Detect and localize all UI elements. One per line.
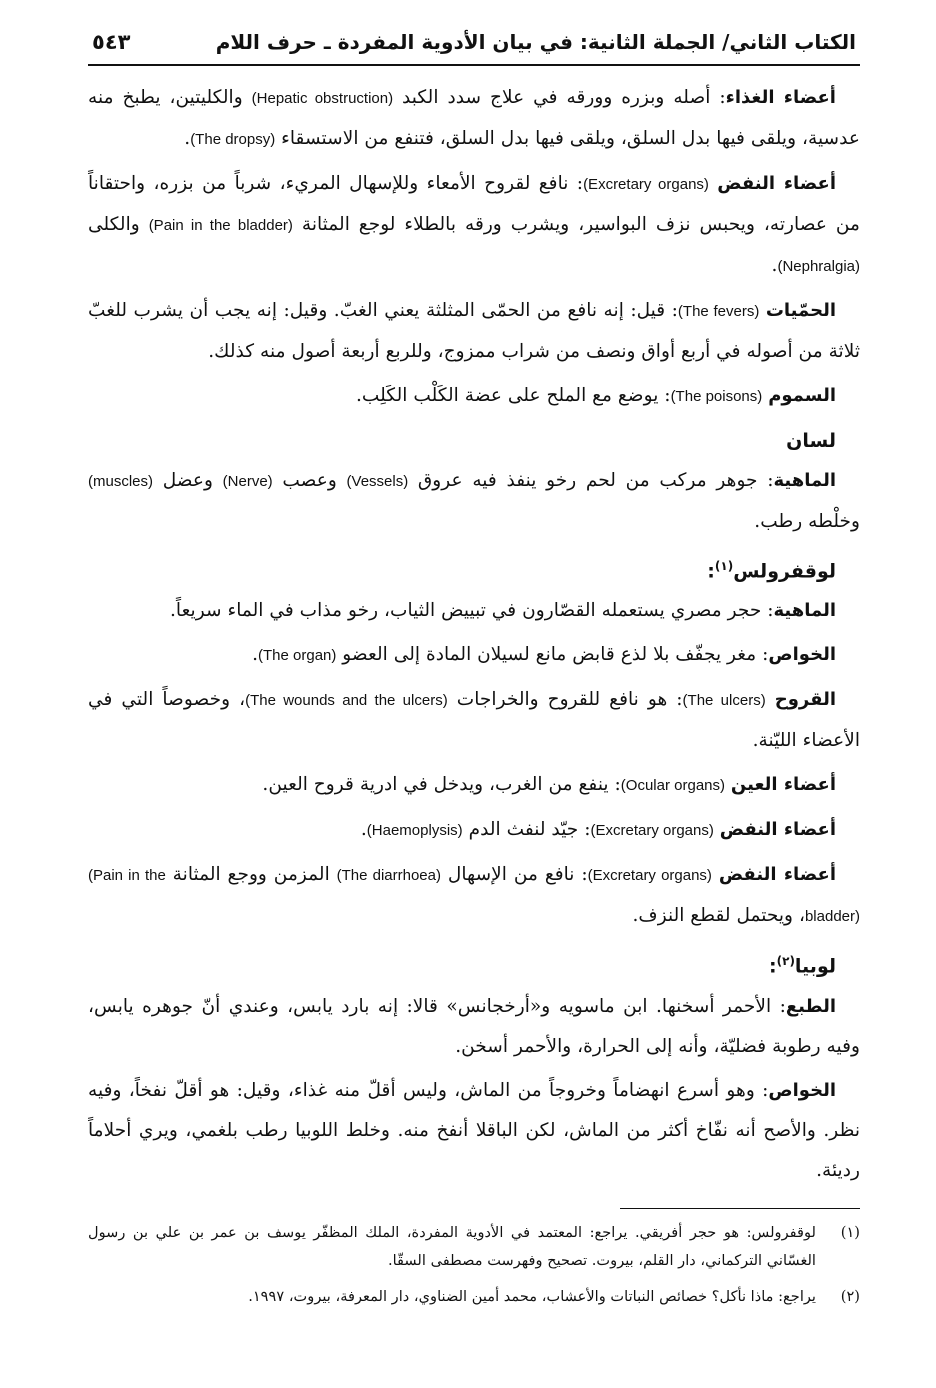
entry-label: أعضاء الغذاء — [725, 87, 836, 108]
english-term: (Hepatic obstruction) — [251, 90, 394, 107]
english-term: (Ocular organs) — [620, 777, 725, 795]
running-header — [88, 30, 860, 66]
entry-label: أعضاء النفض — [717, 173, 836, 194]
entry-label: الخواص — [768, 1079, 836, 1101]
entry-excretary-2: أعضاء النفض (Excretary organs): جيّد لنفث الدم (Haemoplysis). — [360, 819, 836, 841]
entry-label: السموم — [768, 385, 836, 406]
english-term: (Pain in the bladder) — [148, 217, 293, 234]
english-term: (Nephralgia) — [777, 258, 860, 275]
page-number: ٥٤٣ — [92, 30, 131, 54]
entry-excretary-3: أعضاء النفض (Excretary organs): نافع من الإسهال (The diarrhoea) المزمن ووجع المثانة (Pain in the bladder)، ويحتمل لقطع النزف. — [88, 864, 860, 927]
entry-label: القروح — [774, 689, 836, 711]
english-term: (muscles) — [88, 473, 154, 490]
english-term: (Pain in the bladder) — [88, 867, 860, 926]
entry-ocular: أعضاء العين (Ocular organs): ينفع من الغرب، ويدخل في ادرية قروح العين. — [262, 774, 836, 796]
english-term: (The dropsy) — [190, 131, 276, 148]
english-term: (The diarrhoea) — [336, 867, 441, 885]
entry-properties-stone: الخواص: مغر يجفّف بلا لذع قابض مانع لسيلان المادة إلى العضو (The organ). — [252, 644, 836, 666]
main-text — [88, 66, 860, 1191]
footnote-text: لوقفرولس: هو حجر أفريقي. يراجع: المعتمد في الأدوية المفردة، الملك المظفّر يوسف بن عمر بن علي بن رسول الغسّاني التركماني، دار القلم، بيروت. تصحيح وفهرست مصطفى السقّا. — [88, 1224, 816, 1269]
entry-fevers: الحمّيات (The fevers): قيل: إنه نافع من الحمّى المثلثة يعني الغبّ. وقيل: إنه يجب أن يشرب للغبّ ثلاثة من أصوله في أربع أواق ونصف من شراب ممزوج، وللربع أربعة أصول منه كذلك. — [88, 300, 860, 362]
footnote-ref: (١) — [714, 559, 734, 573]
english-term: (The fevers) — [677, 303, 760, 320]
english-term: (Haemoplysis) — [366, 822, 463, 840]
footnote-number: (٢) — [840, 1288, 860, 1305]
entry-temperament: الطبع: الأحمر أسخنها. ابن ماسويه و«أرخجانس» قالا: إنه بارد يابس، وعندي أنّ جوهره يابس، وفيه رطوبة فضليّة، وأنه إلى الحرارة، والأحمر أسخن. — [88, 995, 860, 1057]
entry-label: الحمّيات — [765, 300, 836, 321]
english-term: (The ulcers) — [682, 692, 766, 710]
english-term: (Excretary organs) — [587, 867, 712, 885]
entry-label: الماهية — [773, 470, 837, 491]
entry-label: أعضاء النفض — [719, 819, 836, 841]
entry-nature-stone: الماهية: حجر مصري يستعمله القصّارون في تبييض الثياب، رخو مذاب في الماء سريعاً. — [170, 600, 836, 622]
footnote-divider — [620, 1208, 860, 1209]
entry-nature-tongue: الماهية: جوهر مركب من لحم رخو ينفذ فيه عروق (Vessels) وعصب (Nerve) وعضل (muscles) وخلْطه رطب. — [88, 470, 860, 532]
entry-excretary-1: أعضاء النفض (Excretary organs): نافع لقروح الأمعاء وللإسهال المريء، شرباً من بزره، واحتقاناً من عصارته، ويحبس نزف البواسير، ويشرب ورقه بالطلاء لوجع المثانة (Pain in the bladder) والكلى (Nephralgia). — [88, 173, 860, 276]
english-term: (Nerve) — [222, 473, 273, 490]
section-heading-lubia: لوبيا$^{(٢)}$: — [769, 954, 836, 978]
entry-properties-lubia: الخواص: وهو أسرع انهضاماً وخروجاً من الماش، وليس أقلّ منه غذاء، وقيل: هو أقلّ نفخاً، وفيه نظر. والأصح أنه نفّاخ أكثر من الماش، لكن الباقلا أنفخ منه. وخلط اللوبيا رطب بلغمي، ويري أحلاماً رديئة. — [88, 1079, 860, 1181]
running-title: الكتاب الثاني/ الجملة الثانية: في بيان الأدوية المفردة ـ حرف اللام — [215, 30, 856, 54]
footnote-2 — [88, 1283, 860, 1311]
entry-label: أعضاء العين — [730, 774, 836, 796]
entry-label: الطبع — [785, 995, 836, 1017]
footnotes — [88, 1208, 860, 1319]
section-heading-luqfrulus: لوقفرولس$^{(١)}$: — [707, 559, 836, 583]
footnote-number: (١) — [840, 1224, 860, 1241]
footnote-ref: (٢) — [776, 954, 795, 969]
english-term: (Vessels) — [346, 473, 409, 490]
book-page — [88, 30, 860, 1195]
section-heading-lisan: لسان — [786, 430, 836, 452]
entry-label: الماهية — [773, 600, 836, 622]
entry-label: الخواص — [768, 644, 836, 666]
english-term: (Excretary organs) — [583, 176, 709, 193]
english-term: (Excretary organs) — [590, 822, 714, 840]
english-term: (The organ) — [258, 647, 337, 665]
entry-hepatic: أعضاء الغذاء: أصله وبزره وورقه في علاج سدد الكبد (Hepatic obstruction) والكليتين، يطبخ منه عدسية، ويلقى فيها بدل السلق، ويلقى فيها بدل السلق، فتنفع من الاستسقاء (The dropsy). — [88, 87, 860, 149]
entry-poisons: السموم (The poisons): يوضع مع الملح على عضة الكَلْب الكَلِب. — [355, 385, 836, 406]
english-term: (The poisons) — [670, 388, 763, 405]
entry-label: أعضاء النفض — [718, 864, 836, 886]
footnote-text: يراجع: ماذا نأكل؟ خصائص النباتات والأعشاب، محمد أمين الضناوي، دار المعرفة، بيروت، ١٩٩٧. — [248, 1288, 816, 1305]
footnote-1 — [88, 1219, 860, 1275]
english-term: (The wounds and the ulcers) — [245, 692, 448, 710]
entry-ulcers: القروح (The ulcers): هو نافع للقروح والخراجات (The wounds and the ulcers)، وخصوصاً التي في الأعضاء الليّنة. — [88, 689, 860, 752]
